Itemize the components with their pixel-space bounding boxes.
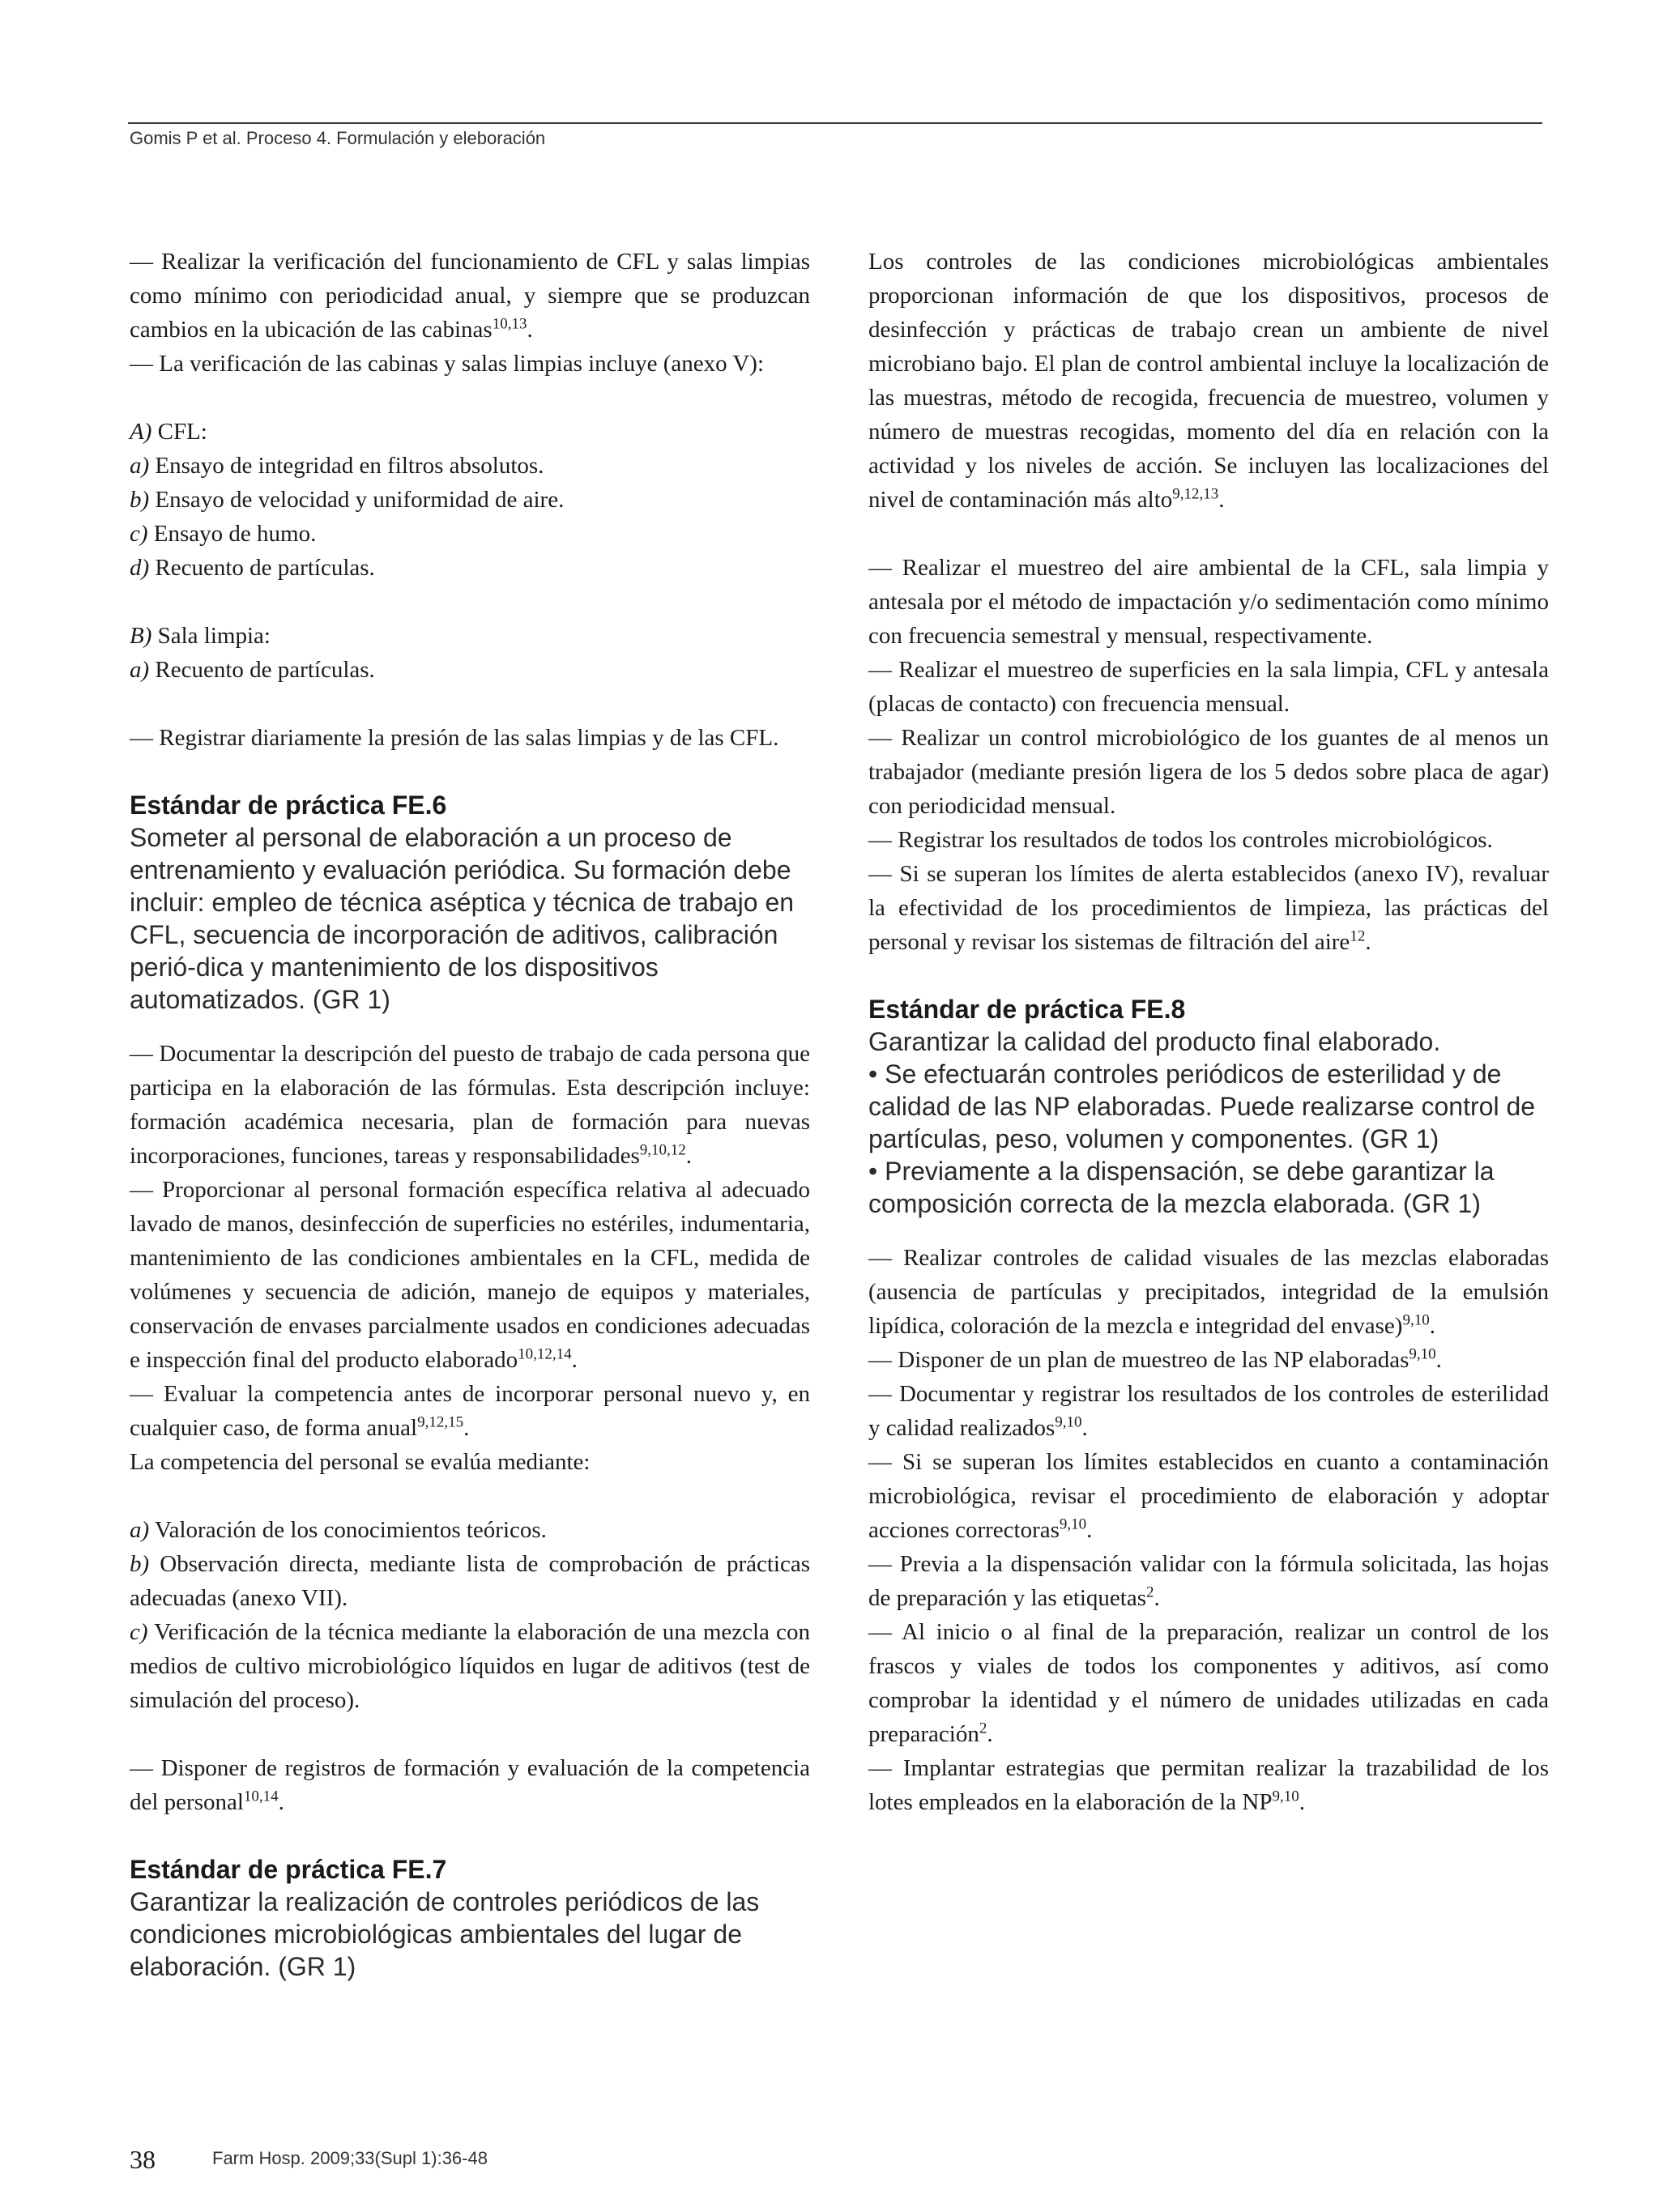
- citation: 10,13: [492, 315, 527, 333]
- list-item: a) Valoración de los conocimientos teóricos.: [130, 1517, 547, 1543]
- section-heading: Estándar de práctica FE.7: [130, 1855, 447, 1884]
- paragraph: — Evaluar la competencia antes de incorporar personal nuevo y, en cualquier caso, de forma anual$^{9,12,15}$.: [130, 1381, 810, 1441]
- list-heading: A) CFL:: [130, 419, 207, 445]
- journal-citation: Farm Hosp. 2009;33(Supl 1):36-48: [212, 2148, 488, 2168]
- running-head: Gomis P et al. Proceso 4. Formulación y eleboración: [130, 128, 546, 148]
- standard-statement: Garantizar la calidad del producto final elaborado.: [868, 1027, 1441, 1056]
- citation: 9,10: [1409, 1345, 1436, 1363]
- paragraph: — Registrar los resultados de todos los controles microbiológicos.: [868, 827, 1493, 853]
- citation: 10,12,14: [518, 1345, 572, 1363]
- paragraph: — Proporcionar al personal formación específica relativa al adecuado lavado de manos, desinfección de superficies no estériles, indumentaria, mantenimiento de las condiciones ambientales en la CFL, medida de volúmenes y secuencia de adición, manejo de equipos y materiales, conservación de envases parcialmente usados en condiciones adecuadas e inspección final del producto elaborado$^{10,12,14}$.: [130, 1177, 810, 1373]
- section-heading: Estándar de práctica FE.8: [868, 995, 1186, 1024]
- right-column: [868, 245, 1549, 1819]
- paragraph: — Registrar diariamente la presión de las salas limpias y de las CFL.: [130, 725, 779, 751]
- paragraph: — Realizar un control microbiológico de los guantes de al menos un trabajador (mediante presión ligera de los 5 dedos sobre placa de agar) con periodicidad mensual.: [868, 725, 1549, 819]
- paragraph: — Implantar estrategias que permitan realizar la trazabilidad de los lotes empleados en la elaboración de la NP$^{9,10}$.: [868, 1755, 1549, 1815]
- paragraph: — Realizar la verificación del funcionamiento de CFL y salas limpias como mínimo con periodicidad anual, y siempre que se produzcan cambios en la ubicación de las cabinas$^{10,13}$.: [130, 249, 810, 343]
- paragraph: Los controles de las condiciones microbiológicas ambientales proporcionan información de que los dispositivos, procesos de desinfección y prácticas de trabajo crean un ambiente de nivel microbiano bajo. El plan de control ambiental incluye la localización de las muestras, método de recogida, frecuencia de muestreo, volumen y número de muestras recogidas, momento del día en relación con la actividad y los niveles de acción. Se incluyen las localizaciones del nivel de contaminación más alto$^{9,12,13}$.: [868, 249, 1549, 513]
- paragraph: — Si se superan los límites establecidos en cuanto a contaminación microbiológica, revisar el procedimiento de elaboración y adoptar acciones correctoras$^{9,10}$.: [868, 1449, 1549, 1543]
- list-heading: B) Sala limpia:: [130, 623, 271, 649]
- header-rule: [128, 122, 1542, 124]
- standard-statement: • Previamente a la dispensación, se debe garantizar la composición correcta de la mezcla elaborada. (GR 1): [868, 1157, 1495, 1218]
- paragraph: — Previa a la dispensación validar con la fórmula solicitada, las hojas de preparación y las etiquetas$^2$.: [868, 1551, 1549, 1611]
- citation: 9,10: [1059, 1515, 1087, 1533]
- paragraph: — Documentar y registrar los resultados de los controles de esterilidad y calidad realizados$^{9,10}$.: [868, 1381, 1549, 1441]
- standard-statement: • Se efectuarán controles periódicos de esterilidad y de calidad de las NP elaboradas. Puede realizarse control de partículas, peso, volumen y componentes. (GR 1): [868, 1059, 1536, 1153]
- paragraph: La competencia del personal se evalúa mediante:: [130, 1449, 591, 1475]
- paragraph: — Realizar el muestreo de superficies en la sala limpia, CFL y antesala (placas de contacto) con frecuencia mensual.: [868, 657, 1549, 717]
- paragraph: — Realizar el muestreo del aire ambiental de la CFL, sala limpia y antesala por el método de impactación y/o sedimentación como mínimo con frecuencia semestral y mensual, respectivamente.: [868, 555, 1549, 649]
- citation: 9,10: [1055, 1413, 1082, 1431]
- left-column: [130, 245, 810, 1983]
- page-number: 38: [130, 2145, 156, 2174]
- paragraph: — Realizar controles de calidad visuales de las mezclas elaboradas (ausencia de partículas y precipitados, integridad de la emulsión lipídica, coloración de la mezcla e integridad del envase)$^{9,10}$.: [868, 1245, 1549, 1339]
- paragraph: — Disponer de registros de formación y evaluación de la competencia del personal$^{10,14}$.: [130, 1755, 810, 1815]
- citation: 9,10: [1272, 1788, 1299, 1805]
- list-item: d) Recuento de partículas.: [130, 555, 375, 581]
- citation: 9,12,13: [1172, 485, 1219, 503]
- citation: 10,14: [243, 1788, 279, 1805]
- citation: 2: [1146, 1583, 1154, 1601]
- list-item: a) Ensayo de integridad en filtros absolutos.: [130, 453, 544, 479]
- standard-statement: Garantizar la realización de controles periódicos de las condiciones microbiológicas ambientales del lugar de elaboración. (GR 1): [130, 1887, 760, 1981]
- section-heading: Estándar de práctica FE.6: [130, 791, 447, 820]
- standard-statement: Someter al personal de elaboración a un proceso de entrenamiento y evaluación periódica. Su formación debe incluir: empleo de técnica aséptica y técnica de trabajo en CFL, secuencia de incorporación de aditivos, calibración perió-dica y mantenimiento de los dispositivos automatizados. (GR 1): [130, 823, 795, 1014]
- list-item: b) Ensayo de velocidad y uniformidad de aire.: [130, 487, 565, 513]
- list-item: a) Recuento de partículas.: [130, 657, 375, 683]
- citation: 9,10: [1402, 1311, 1430, 1329]
- list-item: b) Observación directa, mediante lista de comprobación de prácticas adecuadas (anexo VII).: [130, 1551, 810, 1611]
- paragraph: — Al inicio o al final de la preparación, realizar un control de los frascos y viales de todos los componentes y aditivos, así como comprobar la identidad y el número de unidades utilizadas en cada preparación$^2$.: [868, 1619, 1549, 1747]
- paragraph: — Si se superan los límites de alerta establecidos (anexo IV), revaluar la efectividad de los procedimientos de limpieza, las prácticas del personal y revisar los sistemas de filtración del aire$^{12}$.: [868, 861, 1549, 955]
- list-item: c) Verificación de la técnica mediante la elaboración de una mezcla con medios de cultivo microbiológico líquidos en lugar de aditivos (test de simulación del proceso).: [130, 1619, 810, 1713]
- paragraph: — Disponer de un plan de muestreo de las NP elaboradas$^{9,10}$.: [868, 1345, 1442, 1373]
- paragraph: — Documentar la descripción del puesto de trabajo de cada persona que participa en la elaboración de las fórmulas. Esta descripción incluye: formación académica necesaria, plan de formación para nuevas incorporaciones, funciones, tareas y responsabilidades$^{9,10,12}$.: [130, 1041, 810, 1169]
- paragraph: — La verificación de las cabinas y salas limpias incluye (anexo V):: [130, 351, 764, 377]
- citation: 12: [1350, 927, 1366, 945]
- citation: 2: [979, 1720, 987, 1737]
- citation: 9,10,12: [639, 1141, 686, 1159]
- list-item: c) Ensayo de humo.: [130, 521, 317, 547]
- citation: 9,12,15: [417, 1413, 464, 1431]
